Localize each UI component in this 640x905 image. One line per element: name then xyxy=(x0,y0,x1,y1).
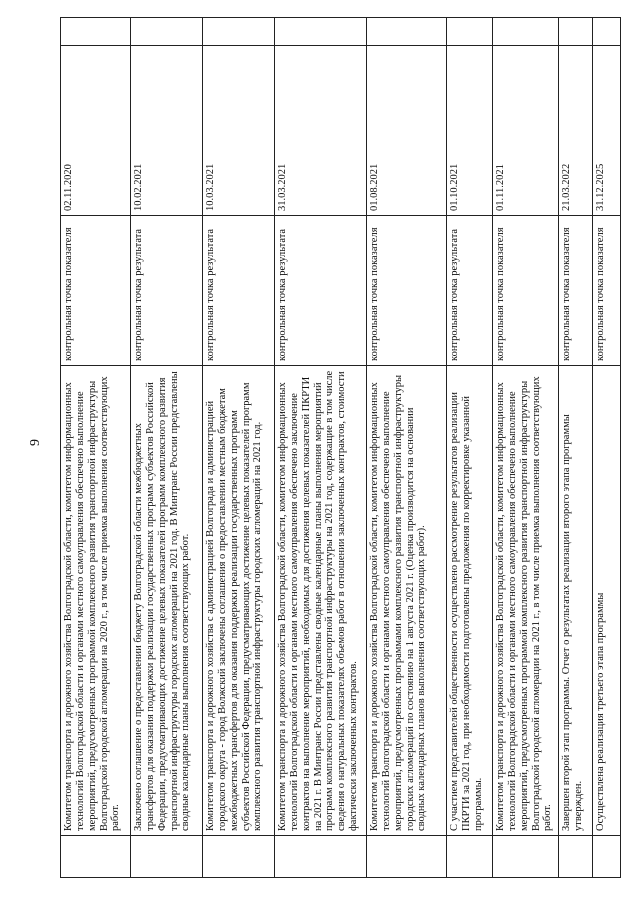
empty-cell xyxy=(367,18,447,46)
row-number-cell xyxy=(559,836,593,878)
empty-cell xyxy=(493,18,559,46)
type-cell: контрольная точка результата xyxy=(275,216,367,366)
empty-cell xyxy=(61,18,131,46)
type-cell: контрольная точка показателя xyxy=(493,216,559,366)
description-cell: Заключено соглашение о предоставлении бюджету Волгоградской области межбюджетных трансфертов для оказания поддержки реализации государственных программ субъектов Российской Федерации, предусматривающих достижение целевых показателей программ комплексного развития транспортной инфраструктуры городских агломераций на 2021 год. В Минтранс России представлены сводные календарные планы выполнения соответствующих работ. xyxy=(131,366,203,836)
empty-cell xyxy=(275,18,367,46)
row-number-cell xyxy=(493,836,559,878)
type-cell: контрольная точка показателя xyxy=(593,216,621,366)
row-number-cell xyxy=(367,836,447,878)
table-row xyxy=(559,18,593,878)
description-cell: Комитетом транспорта и дорожного хозяйства Волгоградской области, комитетом информационных технологий Волгоградской области и органами местного самоуправления обеспечено выполнение мероприятий, предусмотренных программой комплексного развития транспортной инфраструктуры Волгоградской городской агломерации на 2021 г., в том числе приемка выполнения соответствующих работ. xyxy=(493,366,559,836)
table-row xyxy=(131,18,203,878)
row-number-cell xyxy=(275,836,367,878)
row-number-cell xyxy=(593,836,621,878)
empty-cell xyxy=(203,18,275,46)
type-cell: контрольная точка показателя xyxy=(367,216,447,366)
date-cell: 01.11.2021 xyxy=(493,46,559,216)
row-number-cell xyxy=(203,836,275,878)
date-cell: 10.02.2021 xyxy=(131,46,203,216)
date-cell: 10.03.2021 xyxy=(203,46,275,216)
description-cell: Осуществлена реализация третьего этапа программы xyxy=(593,366,621,836)
table-row xyxy=(275,18,367,878)
type-cell: контрольная точка результата xyxy=(447,216,493,366)
date-cell: 21.03.2022 xyxy=(559,46,593,216)
table-row xyxy=(593,18,621,878)
table-row xyxy=(493,18,559,878)
table-row xyxy=(61,18,131,878)
empty-cell xyxy=(447,18,493,46)
page-number: 9 xyxy=(28,439,43,446)
date-cell: 02.11.2020 xyxy=(61,46,131,216)
control-points-table xyxy=(60,17,621,878)
table-row xyxy=(203,18,275,878)
description-cell: Комитетом транспорта и дорожного хозяйства Волгоградской области, комитетом информационных технологий Волгоградской области и органами местного самоуправления обеспечено выполнение мероприятий, предусмотренных программой комплексного развития транспортной инфраструктуры Волгоградской городской агломерации на 2020 г., в том числе приемка выполнения соответствующих работ. xyxy=(61,366,131,836)
table-row xyxy=(447,18,493,878)
row-number-cell xyxy=(131,836,203,878)
date-cell: 31.12.2025 xyxy=(593,46,621,216)
date-cell: 01.08.2021 xyxy=(367,46,447,216)
date-cell: 31.03.2021 xyxy=(275,46,367,216)
description-cell: Комитетом транспорта и дорожного хозяйства Волгоградской области, комитетом информационных технологий Волгоградской области и органами местного самоуправления обеспечено выполнение мероприятий, предусмотренных программами комплексного развития транспортной инфраструктуры городских агломераций по состоянию на 1 августа 2021 г. (Оценка производится на основании сводных календарных планов выполнения соответствующих работ). xyxy=(367,366,447,836)
type-cell: контрольная точка показателя xyxy=(61,216,131,366)
empty-cell xyxy=(559,18,593,46)
row-number-cell xyxy=(447,836,493,878)
table-row xyxy=(367,18,447,878)
description-cell: С участием представителей общественности осуществлено рассмотрение результатов реализации ПКРТИ за 2021 год, при необходимости подготовлены предложения по корректировке указанной программы. xyxy=(447,366,493,836)
date-cell: 01.10.2021 xyxy=(447,46,493,216)
description-cell: Комитетом транспорта и дорожного хозяйства Волгоградской области, комитетом информационных технологий Волгоградской области и органами местного самоуправления обеспечено заключение контрактов на выполнение мероприятий, необходимых для достижения целевых показателей ПКРТИ на 2021 г. В Минтранс России представлены сводные календарные планы выполнения мероприятий программ комплексного развития транспортной инфраструктуры на 2021 год, содержащие в том числе сведения о натуральных показателях объемов работ в отношении заключенных контрактов, стоимости фактически заключенных контрактов. xyxy=(275,366,367,836)
empty-cell xyxy=(593,18,621,46)
empty-cell xyxy=(131,18,203,46)
type-cell: контрольная точка результата xyxy=(131,216,203,366)
type-cell: контрольная точка результата xyxy=(203,216,275,366)
description-cell: Комитетом транспорта и дорожного хозяйства с администрацией Волгограда и администрацией городского округа - город Волжский заключены соглашения о предоставлении местным бюджетам межбюджетных трансфертов для оказания поддержки реализации государственных программ субъектов Российской Федерации, предусматривающих достижение целевых показателей программ комплексного развития транспортной инфраструктуры городских агломераций на 2021 год. xyxy=(203,366,275,836)
type-cell: контрольная точка показателя xyxy=(559,216,593,366)
row-number-cell xyxy=(61,836,131,878)
description-cell: Завершен второй этап программы. Отчет о результатах реализации второго этапа программы утвержден. xyxy=(559,366,593,836)
rotated-table-container xyxy=(60,18,620,878)
